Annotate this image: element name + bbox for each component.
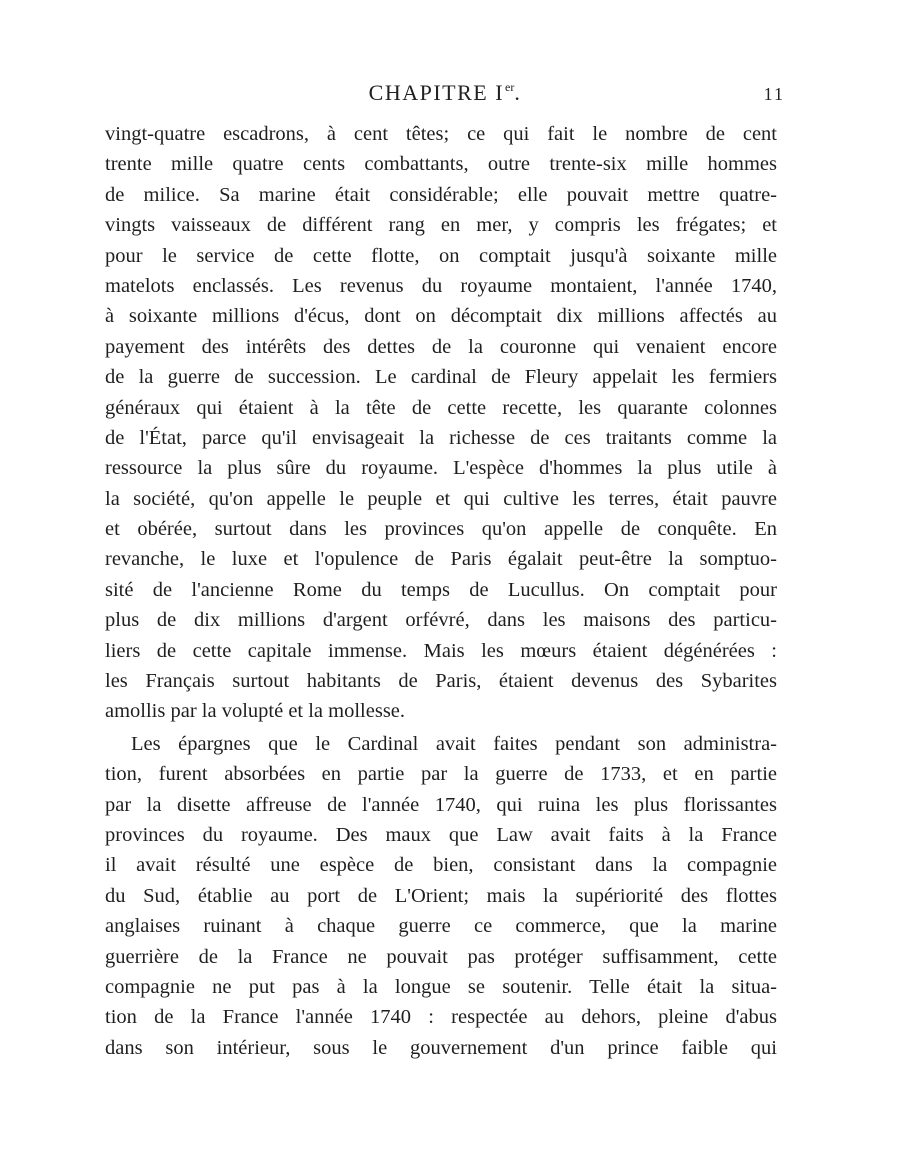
text-line: compagnie ne put pas à la longue se soutenir. Telle était la situa- xyxy=(105,975,777,998)
text-line: de milice. Sa marine était considérable; elle pouvait mettre quatre- xyxy=(105,183,777,206)
text-line: revanche, le luxe et l'opulence de Paris égalait peut-être la somptuo- xyxy=(105,548,777,571)
text-line: amollis par la volupté et la mollesse. xyxy=(105,700,406,723)
paragraph xyxy=(105,729,777,1063)
text-line: Les épargnes que le Cardinal avait faites pendant son administra- xyxy=(131,732,777,755)
text-line: il avait résulté une espèce de bien, consistant dans la compagnie xyxy=(105,854,777,877)
text-line: de la guerre de succession. Le cardinal de Fleury appelait les fermiers xyxy=(105,366,777,389)
text-line: par la disette affreuse de l'année 1740, qui ruina les plus florissantes xyxy=(105,793,777,816)
text-line: à soixante millions d'écus, dont on décomptait dix millions affectés au xyxy=(105,305,777,328)
text-line: vingt-quatre escadrons, à cent têtes; ce qui fait le nombre de cent xyxy=(105,123,777,145)
text-line: ressource la plus sûre du royaume. L'espèce d'hommes la plus utile à xyxy=(105,457,777,480)
text-line: la société, qu'on appelle le peuple et qui cultive les terres, était pauvre xyxy=(105,487,777,510)
text-line: généraux qui étaient à la tête de cette recette, les quarante colonnes xyxy=(105,396,777,419)
paragraph xyxy=(105,119,777,727)
page-number: 11 xyxy=(763,84,785,104)
text-line: tion de la France l'année 1740 : respectée au dehors, pleine d'abus xyxy=(105,1006,777,1029)
text-line: payement des intérêts des dettes de la couronne qui venaient encore xyxy=(105,335,777,358)
text-line: les Français surtout habitants de Paris, étaient devenus des Sybarites xyxy=(105,670,777,693)
text-line: plus de dix millions d'argent orfévré, dans les maisons des particu- xyxy=(105,609,777,632)
chapter-title xyxy=(105,80,785,106)
text-line: vingts vaisseaux de différent rang en mer, y compris les frégates; et xyxy=(105,214,777,237)
chapter-title-text: CHAPITRE I xyxy=(368,80,505,105)
text-line: anglaises ruinant à chaque guerre ce commerce, que la marine xyxy=(105,915,777,938)
text-line: tion, furent absorbées en partie par la guerre de 1733, et en partie xyxy=(105,763,777,786)
text-line: trente mille quatre cents combattants, outre trente-six mille hommes xyxy=(105,153,777,176)
chapter-title-suffix: . xyxy=(514,80,522,105)
body-text xyxy=(105,119,777,1063)
text-line: provinces du royaume. Des maux que Law avait faits à la France xyxy=(105,823,777,846)
text-line: dans son intérieur, sous le gouvernement d'un prince faible qui xyxy=(105,1036,777,1059)
text-line: matelots enclassés. Les revenus du royaume montaient, l'année 1740, xyxy=(105,274,777,297)
text-line: sité de l'ancienne Rome du temps de Lucullus. On comptait pour xyxy=(105,578,777,601)
text-line: pour le service de cette flotte, on comptait jusqu'à soixante mille xyxy=(105,244,777,267)
text-line: du Sud, établie au port de L'Orient; mais la supériorité des flottes xyxy=(105,884,777,907)
chapter-title-superscript: er xyxy=(505,80,515,94)
running-head xyxy=(105,80,785,112)
text-line: liers de cette capitale immense. Mais les mœurs étaient dégénérées : xyxy=(105,639,777,662)
text-line: guerrière de la France ne pouvait pas protéger suffisamment, cette xyxy=(105,945,777,968)
text-line: de l'État, parce qu'il envisageait la richesse de ces traitants comme la xyxy=(105,426,777,449)
text-line: et obérée, surtout dans les provinces qu'on appelle de conquête. En xyxy=(105,518,777,541)
